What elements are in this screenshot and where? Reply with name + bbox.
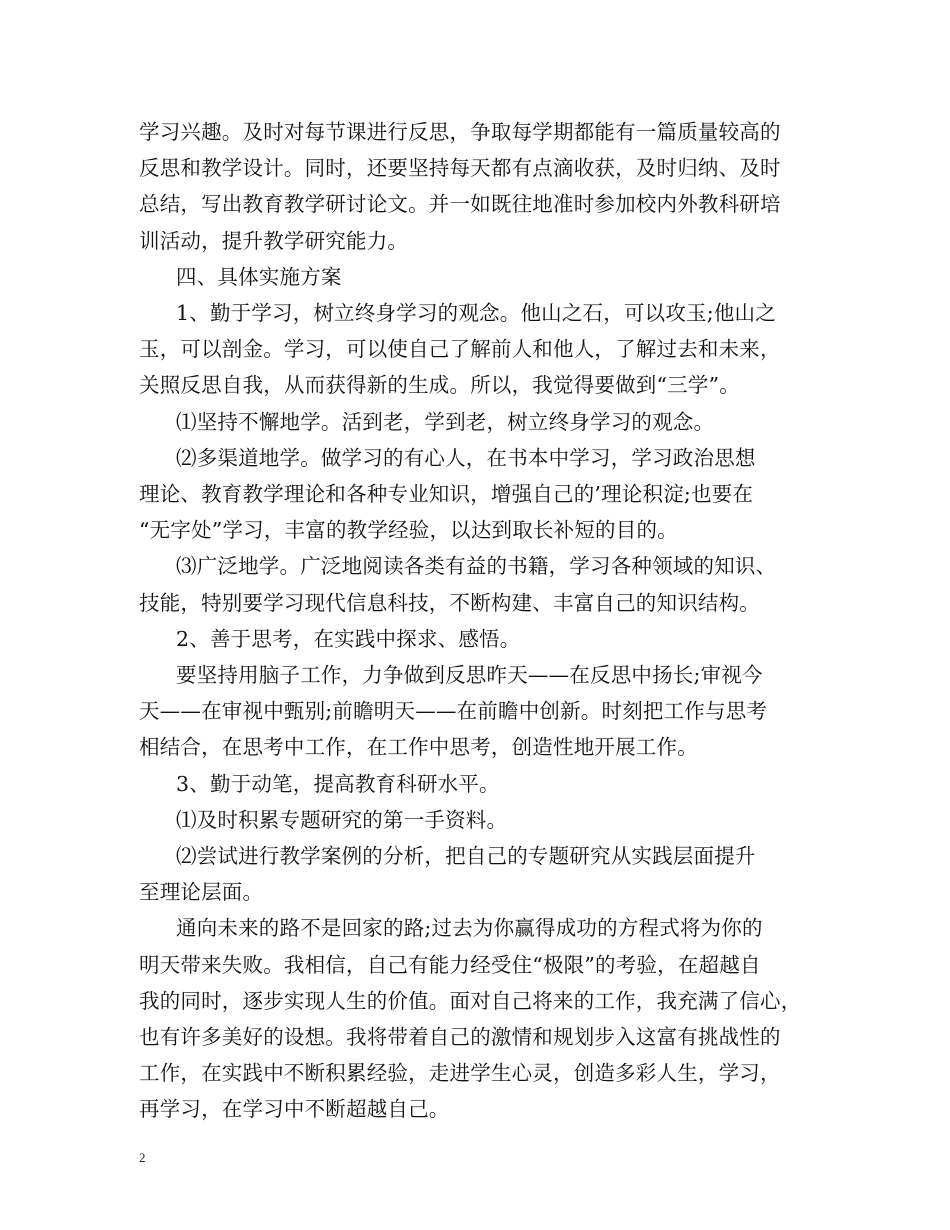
paragraph	[139, 440, 829, 549]
text-line: 通向未来的路不是回家的路;过去为你赢得成功的方程式将为你的	[176, 916, 763, 941]
text-line: 总结，写出教育教学研讨论文。并一如既往地准时参加校内外教科研培	[139, 192, 781, 217]
text-line: 学习兴趣。及时对每节课进行反思，争取每学期都能有一篇质量较高的	[139, 120, 781, 144]
text-line: 天——在审视中甄别;前瞻明天——在前瞻中创新。时刻把工作与思考	[139, 699, 768, 724]
paragraph	[139, 404, 829, 440]
text-line: ⑵多渠道地学。做学习的有心人，在书本中学习，学习政治思想	[176, 445, 756, 470]
text-line: ⑴及时积累专题研究的第一手资料。	[176, 807, 508, 832]
text-line: 关照反思自我，从而获得新的生成。所以，我觉得要做到“三学”。	[139, 373, 740, 398]
text-line: 训活动，提升教学研究能力。	[139, 228, 409, 253]
text-line: 明天带来失败。我相信，自己有能力经受住“极限”的考验，在超越自	[139, 952, 761, 977]
text-line: 1、勤于学习，树立终身学习的观念。他山之石，可以攻玉;他山之	[176, 301, 776, 326]
document-body	[139, 114, 829, 1128]
text-line: 理论、教育教学理论和各种专业知识，增强自己的’理论积淀;也要在	[139, 482, 754, 507]
text-line: 也有许多美好的设想。我将带着自己的激情和规划步入这富有挑战性的	[139, 1025, 781, 1050]
text-line: 四、具体实施方案	[176, 264, 342, 289]
paragraph	[139, 910, 829, 1127]
text-line: 工作，在实践中不断积累经验，走进学生心灵，创造多彩人生，学习，	[139, 1061, 781, 1086]
text-line: 再学习，在学习中不断超越自己。	[139, 1097, 450, 1122]
text-line: ⑵尝试进行教学案例的分析，把自己的专题研究从实践层面提升	[176, 844, 756, 869]
text-line: ⑴坚持不懈地学。活到老，学到老，树立终身学习的观念。	[176, 409, 715, 434]
text-line: ⑶广泛地学。广泛地阅读各类有益的书籍，学习各种领域的知识、	[176, 554, 777, 579]
paragraph	[139, 838, 829, 910]
text-line: 技能，特别要学习现代信息科技，不断构建、丰富自己的知识结构。	[139, 590, 760, 615]
paragraph	[139, 114, 829, 259]
paragraph	[139, 259, 829, 295]
text-line: 反思和教学设计。同时，还要坚持每天都有点滴收获，及时归纳、及时	[139, 156, 781, 181]
paragraph	[139, 766, 829, 802]
text-line: 相结合，在思考中工作，在工作中思考，创造性地开展工作。	[139, 735, 698, 760]
text-line: 2、善于思考，在实践中探求、感悟。	[176, 626, 521, 651]
paragraph	[139, 548, 829, 620]
text-line: 至理论层面。	[139, 880, 264, 905]
text-line: 我的同时，逐步实现人生的价值。面对自己将来的工作，我充满了信心，	[139, 988, 802, 1013]
text-line: “无字处”学习，丰富的教学经验，以达到取长补短的目的。	[139, 518, 678, 543]
page-number: 2	[139, 1150, 146, 1165]
text-line: 玉，可以剖金。学习，可以使自己了解前人和他人，了解过去和未来，	[139, 337, 781, 362]
paragraph	[139, 295, 829, 404]
text-line: 要坚持用脑子工作，力争做到反思昨天——在反思中扬长;审视今	[176, 663, 763, 688]
paragraph	[139, 802, 829, 838]
text-line: 3、勤于动笔，提高教育科研水平。	[176, 771, 500, 796]
paragraph	[139, 621, 829, 657]
paragraph	[139, 657, 829, 766]
